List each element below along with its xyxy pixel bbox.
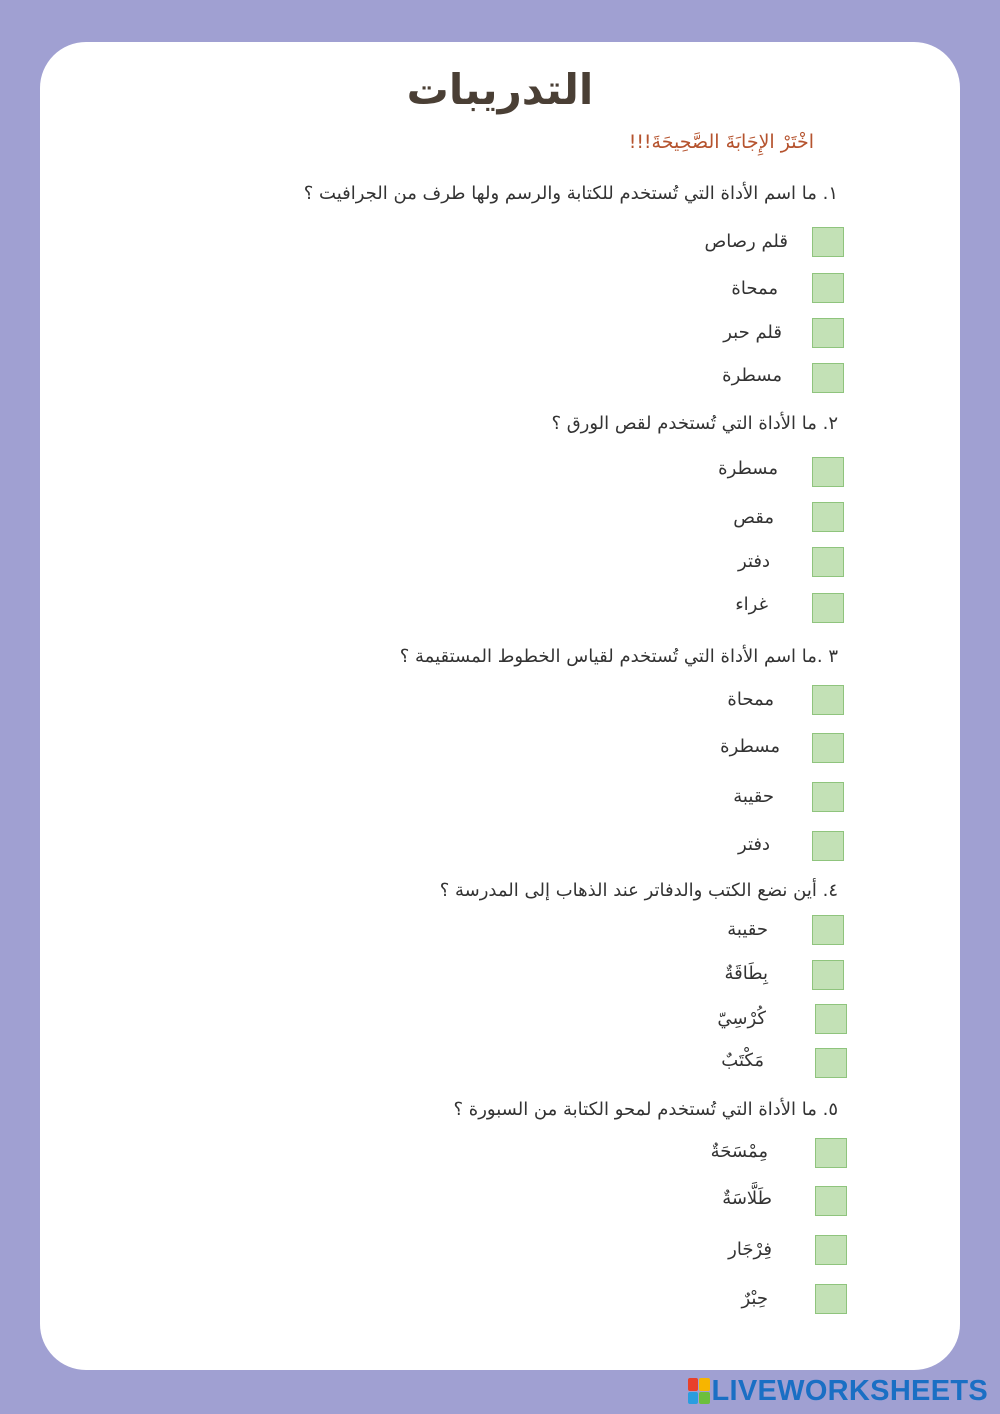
instruction-text: اخْتَرْ الإِجَابَةَ الصَّحِيحَةَ!!! bbox=[628, 131, 814, 153]
answer-checkbox-5-4[interactable] bbox=[815, 1284, 847, 1314]
option-label-5-2: طَلَّاسَةٌ bbox=[722, 1188, 772, 1209]
answer-checkbox-3-2[interactable] bbox=[812, 733, 844, 763]
answer-checkbox-4-3[interactable] bbox=[815, 1004, 847, 1034]
question-5: ٥. ما الأداة التي تُستخدم لمحو الكتابة من السبورة ؟ bbox=[453, 1099, 838, 1120]
option-label-1-3: قلم حبر bbox=[723, 322, 782, 343]
answer-checkbox-5-3[interactable] bbox=[815, 1235, 847, 1265]
answer-checkbox-1-1[interactable] bbox=[812, 227, 844, 257]
option-label-4-1: حقيبة bbox=[727, 919, 768, 940]
option-label-1-4: مسطرة bbox=[722, 365, 782, 386]
answer-checkbox-1-3[interactable] bbox=[812, 318, 844, 348]
option-label-4-4: مَكْتَبٌ bbox=[721, 1050, 764, 1071]
option-label-1-1: قلم رصاص bbox=[704, 231, 788, 252]
option-label-2-1: مسطرة bbox=[718, 458, 778, 479]
brand-name: LIVEWORKSHEETS bbox=[711, 1375, 988, 1407]
answer-checkbox-2-3[interactable] bbox=[812, 547, 844, 577]
question-4: ٤. أين نضع الكتب والدفاتر عند الذهاب إلى المدرسة ؟ bbox=[439, 880, 838, 901]
footer-brand[interactable] bbox=[688, 1374, 989, 1408]
option-label-1-2: ممحاة bbox=[731, 278, 778, 299]
answer-checkbox-4-4[interactable] bbox=[815, 1048, 847, 1078]
option-label-4-3: كُرْسِيّ bbox=[717, 1008, 766, 1029]
answer-checkbox-5-2[interactable] bbox=[815, 1186, 847, 1216]
page-title: التدريبات bbox=[406, 65, 594, 114]
option-label-3-1: ممحاة bbox=[727, 689, 774, 710]
answer-checkbox-2-1[interactable] bbox=[812, 457, 844, 487]
question-3: ٣ .ما اسم الأداة التي تُستخدم لقياس الخطوط المستقيمة ؟ bbox=[399, 646, 838, 667]
answer-checkbox-2-4[interactable] bbox=[812, 593, 844, 623]
liveworksheets-logo-icon bbox=[688, 1378, 710, 1404]
answer-checkbox-4-1[interactable] bbox=[812, 915, 844, 945]
answer-checkbox-3-4[interactable] bbox=[812, 831, 844, 861]
option-label-5-4: حِبْرٌ bbox=[741, 1288, 768, 1309]
answer-checkbox-3-1[interactable] bbox=[812, 685, 844, 715]
answer-checkbox-1-2[interactable] bbox=[812, 273, 844, 303]
option-label-3-4: دفتر bbox=[738, 834, 770, 855]
answer-checkbox-4-2[interactable] bbox=[812, 960, 844, 990]
answer-checkbox-3-3[interactable] bbox=[812, 782, 844, 812]
option-label-5-3: فِرْجَار bbox=[728, 1239, 772, 1260]
option-label-2-2: مقص bbox=[733, 507, 774, 528]
option-label-2-3: دفتر bbox=[738, 551, 770, 572]
answer-checkbox-5-1[interactable] bbox=[815, 1138, 847, 1168]
question-1: ١. ما اسم الأداة التي تُستخدم للكتابة والرسم ولها طرف من الجرافيت ؟ bbox=[303, 183, 838, 204]
option-label-3-3: حقيبة bbox=[733, 786, 774, 807]
option-label-5-1: مِمْسَحَةٌ bbox=[710, 1141, 768, 1162]
option-label-2-4: غراء bbox=[735, 594, 768, 615]
option-label-4-2: بِطَاقَةٌ bbox=[724, 963, 768, 984]
option-label-3-2: مسطرة bbox=[720, 736, 780, 757]
answer-checkbox-2-2[interactable] bbox=[812, 502, 844, 532]
answer-checkbox-1-4[interactable] bbox=[812, 363, 844, 393]
question-2: ٢. ما الأداة التي تُستخدم لقص الورق ؟ bbox=[551, 413, 838, 434]
